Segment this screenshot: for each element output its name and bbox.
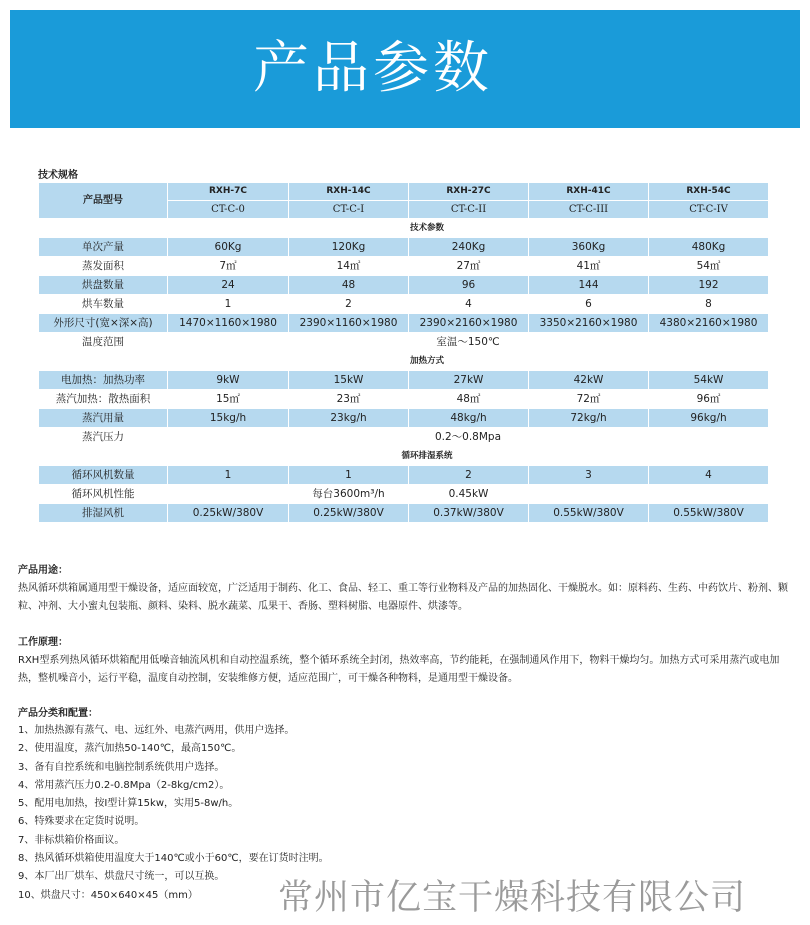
cell: 2 [409, 466, 528, 484]
cell: 6 [529, 295, 648, 313]
table-row [39, 428, 768, 446]
cell [168, 485, 288, 503]
config-heading: 产品分类和配置： [18, 708, 98, 719]
cell: 3 [529, 466, 648, 484]
title-banner [10, 10, 800, 128]
principle-heading: 工作原理： [18, 637, 68, 648]
cell: 7㎡ [168, 257, 288, 275]
cell: 1 [289, 466, 408, 484]
model-code: CT-C-IV [649, 201, 768, 218]
cell: 48 [289, 276, 408, 294]
cell: 240Kg [409, 238, 528, 256]
cell: 0.55kW/380V [649, 504, 768, 522]
row-label: 循环风机数量 [39, 466, 167, 484]
table-row [39, 390, 768, 408]
cell: 144 [529, 276, 648, 294]
cell: 360Kg [529, 238, 648, 256]
model-code: CT-C-II [409, 201, 528, 218]
row-label: 温度范围 [39, 333, 167, 351]
group-circulation-label: 循环排湿系统 [39, 447, 768, 465]
list-item: 2、使用温度，蒸汽加热50-140℃，最高150℃。 [18, 743, 242, 755]
cell: 1 [168, 466, 288, 484]
cell: 3350×2160×1980 [529, 314, 648, 332]
table-row [39, 314, 768, 332]
cell: 23㎡ [289, 390, 408, 408]
cell: 54kW [649, 371, 768, 389]
principle-section [18, 634, 788, 688]
table-row [39, 276, 768, 294]
model-name: RXH-27C [409, 183, 528, 200]
cell: 0.37kW/380V [409, 504, 528, 522]
cell: 1 [168, 295, 288, 313]
cell: 192 [649, 276, 768, 294]
table-row [39, 295, 768, 313]
cell: 480Kg [649, 238, 768, 256]
config-section [18, 705, 788, 723]
list-item: 9、本厂出厂烘车、烘盘尺寸统一，可以互换。 [18, 871, 225, 883]
table-row [39, 257, 768, 275]
list-item: 1、加热热源有蒸气、电、远红外、电蒸汽两用，供用户选择。 [18, 725, 295, 736]
cell: 0.45kW [409, 485, 528, 503]
page-title: 产品参数 [253, 36, 493, 101]
table-row [39, 409, 768, 427]
model-code: CT-C-I [289, 201, 408, 218]
cell [529, 485, 648, 503]
cell: 0.55kW/380V [529, 504, 648, 522]
group-row [39, 352, 768, 370]
cell: 2390×2160×1980 [409, 314, 528, 332]
cell: 24 [168, 276, 288, 294]
table-row [39, 333, 768, 351]
group-heating-label: 加热方式 [39, 352, 768, 370]
model-code: CT-C-III [529, 201, 648, 218]
group-tech-label: 技术参数 [39, 219, 768, 237]
model-code: CT-C-0 [168, 201, 288, 218]
table-row [39, 485, 768, 503]
table-row [39, 504, 768, 522]
row-label: 单次产量 [39, 238, 167, 256]
model-name: RXH-14C [289, 183, 408, 200]
cell: 0.25kW/380V [168, 504, 288, 522]
cell [649, 485, 768, 503]
cell: 72kg/h [529, 409, 648, 427]
cell: 48㎡ [409, 390, 528, 408]
cell: 4 [649, 466, 768, 484]
cell: 每台3600m³/h [289, 485, 408, 503]
merged-cell: 0.2～0.8Mpa [168, 428, 768, 446]
cell: 72㎡ [529, 390, 648, 408]
list-item: 5、配用电加热，按Ⅰ型计算15kw，实用5-8w/h。 [18, 798, 239, 810]
cell: 1470×1160×1980 [168, 314, 288, 332]
cell: 9kW [168, 371, 288, 389]
row-label: 循环风机性能 [39, 485, 167, 503]
cell: 14㎡ [289, 257, 408, 275]
company-watermark: 常州市亿宝干燥科技有限公司 [278, 878, 747, 918]
list-item: 8、热风循环烘箱使用温度大于140℃或小于60℃，要在订货时注明。 [18, 853, 329, 865]
cell: 15kg/h [168, 409, 288, 427]
usage-section [18, 562, 788, 616]
row-label: 排湿风机 [39, 504, 167, 522]
row-label: 外形尺寸(宽×深×高) [39, 314, 167, 332]
cell: 54㎡ [649, 257, 768, 275]
cell: 96 [409, 276, 528, 294]
group-row [39, 447, 768, 465]
list-item: 3、备有自控系统和电脑控制系统供用户选择。 [18, 761, 225, 773]
row-label: 蒸发面积 [39, 257, 167, 275]
cell: 96㎡ [649, 390, 768, 408]
cell: 60Kg [168, 238, 288, 256]
cell: 4 [409, 295, 528, 313]
model-name-row [39, 183, 768, 200]
row-label: 烘车数量 [39, 295, 167, 313]
model-name: RXH-7C [168, 183, 288, 200]
principle-body: RXH型系列热风循环烘箱配用低噪音轴流风机和自动控温系统，整个循环系统全封闭，热效率高，节约能耗，在强制通风作用下，物料干燥均匀。加热方式可采用蒸汽或电加热，整机噪音小，运行平稳，温度自动控制，安装维修方便，适应范围广，可干燥各种物料，是通用型干燥设备。 [18, 655, 780, 684]
usage-heading: 产品用途： [18, 565, 68, 576]
row-label: 蒸汽加热：散热面积 [39, 390, 167, 408]
row-label: 蒸汽压力 [39, 428, 167, 446]
list-item: 4、常用蒸汽压力0.2-0.8Mpa（2-8kg/cm2）。 [18, 779, 230, 791]
table-row [39, 371, 768, 389]
table-row [39, 238, 768, 256]
usage-body: 热风循环烘箱属通用型干燥设备，适应面较宽，广泛适用于制药、化工、食品、轻工、重工等行业物料及产品的加热固化、干燥脱水。如：原料药、生药、中药饮片、粉剂、颗粒、冲剂、大小蜜丸包装瓶、颜料、染料、脱水蔬菜、瓜果干、香肠、塑料树脂、电器原件、烘漆等。 [18, 583, 788, 612]
cell: 48kg/h [409, 409, 528, 427]
group-row [39, 219, 768, 237]
spec-table [38, 182, 769, 523]
row-label: 烘盘数量 [39, 276, 167, 294]
list-item: 6、特殊要求在定货时说明。 [18, 816, 145, 828]
cell: 0.25kW/380V [289, 504, 408, 522]
cell: 27kW [409, 371, 528, 389]
cell: 23kg/h [289, 409, 408, 427]
cell: 41㎡ [529, 257, 648, 275]
cell: 27㎡ [409, 257, 528, 275]
cell: 120Kg [289, 238, 408, 256]
cell: 42kW [529, 371, 648, 389]
row-label: 电加热：加热功率 [39, 371, 167, 389]
model-name: RXH-54C [649, 183, 768, 200]
table-row [39, 466, 768, 484]
spec-section-label: 技术规格 [38, 170, 78, 181]
row-label: 蒸汽用量 [39, 409, 167, 427]
model-name: RXH-41C [529, 183, 648, 200]
cell: 2 [289, 295, 408, 313]
cell: 4380×2160×1980 [649, 314, 768, 332]
cell: 8 [649, 295, 768, 313]
cell: 15kW [289, 371, 408, 389]
list-item: 7、非标烘箱价格面议。 [18, 834, 125, 846]
cell: 2390×1160×1980 [289, 314, 408, 332]
merged-cell: 室温～150℃ [168, 333, 768, 351]
cell: 96kg/h [649, 409, 768, 427]
cell: 15㎡ [168, 390, 288, 408]
list-item: 10、烘盘尺寸：450×640×45（mm） [18, 889, 198, 901]
model-label: 产品型号 [39, 183, 167, 218]
